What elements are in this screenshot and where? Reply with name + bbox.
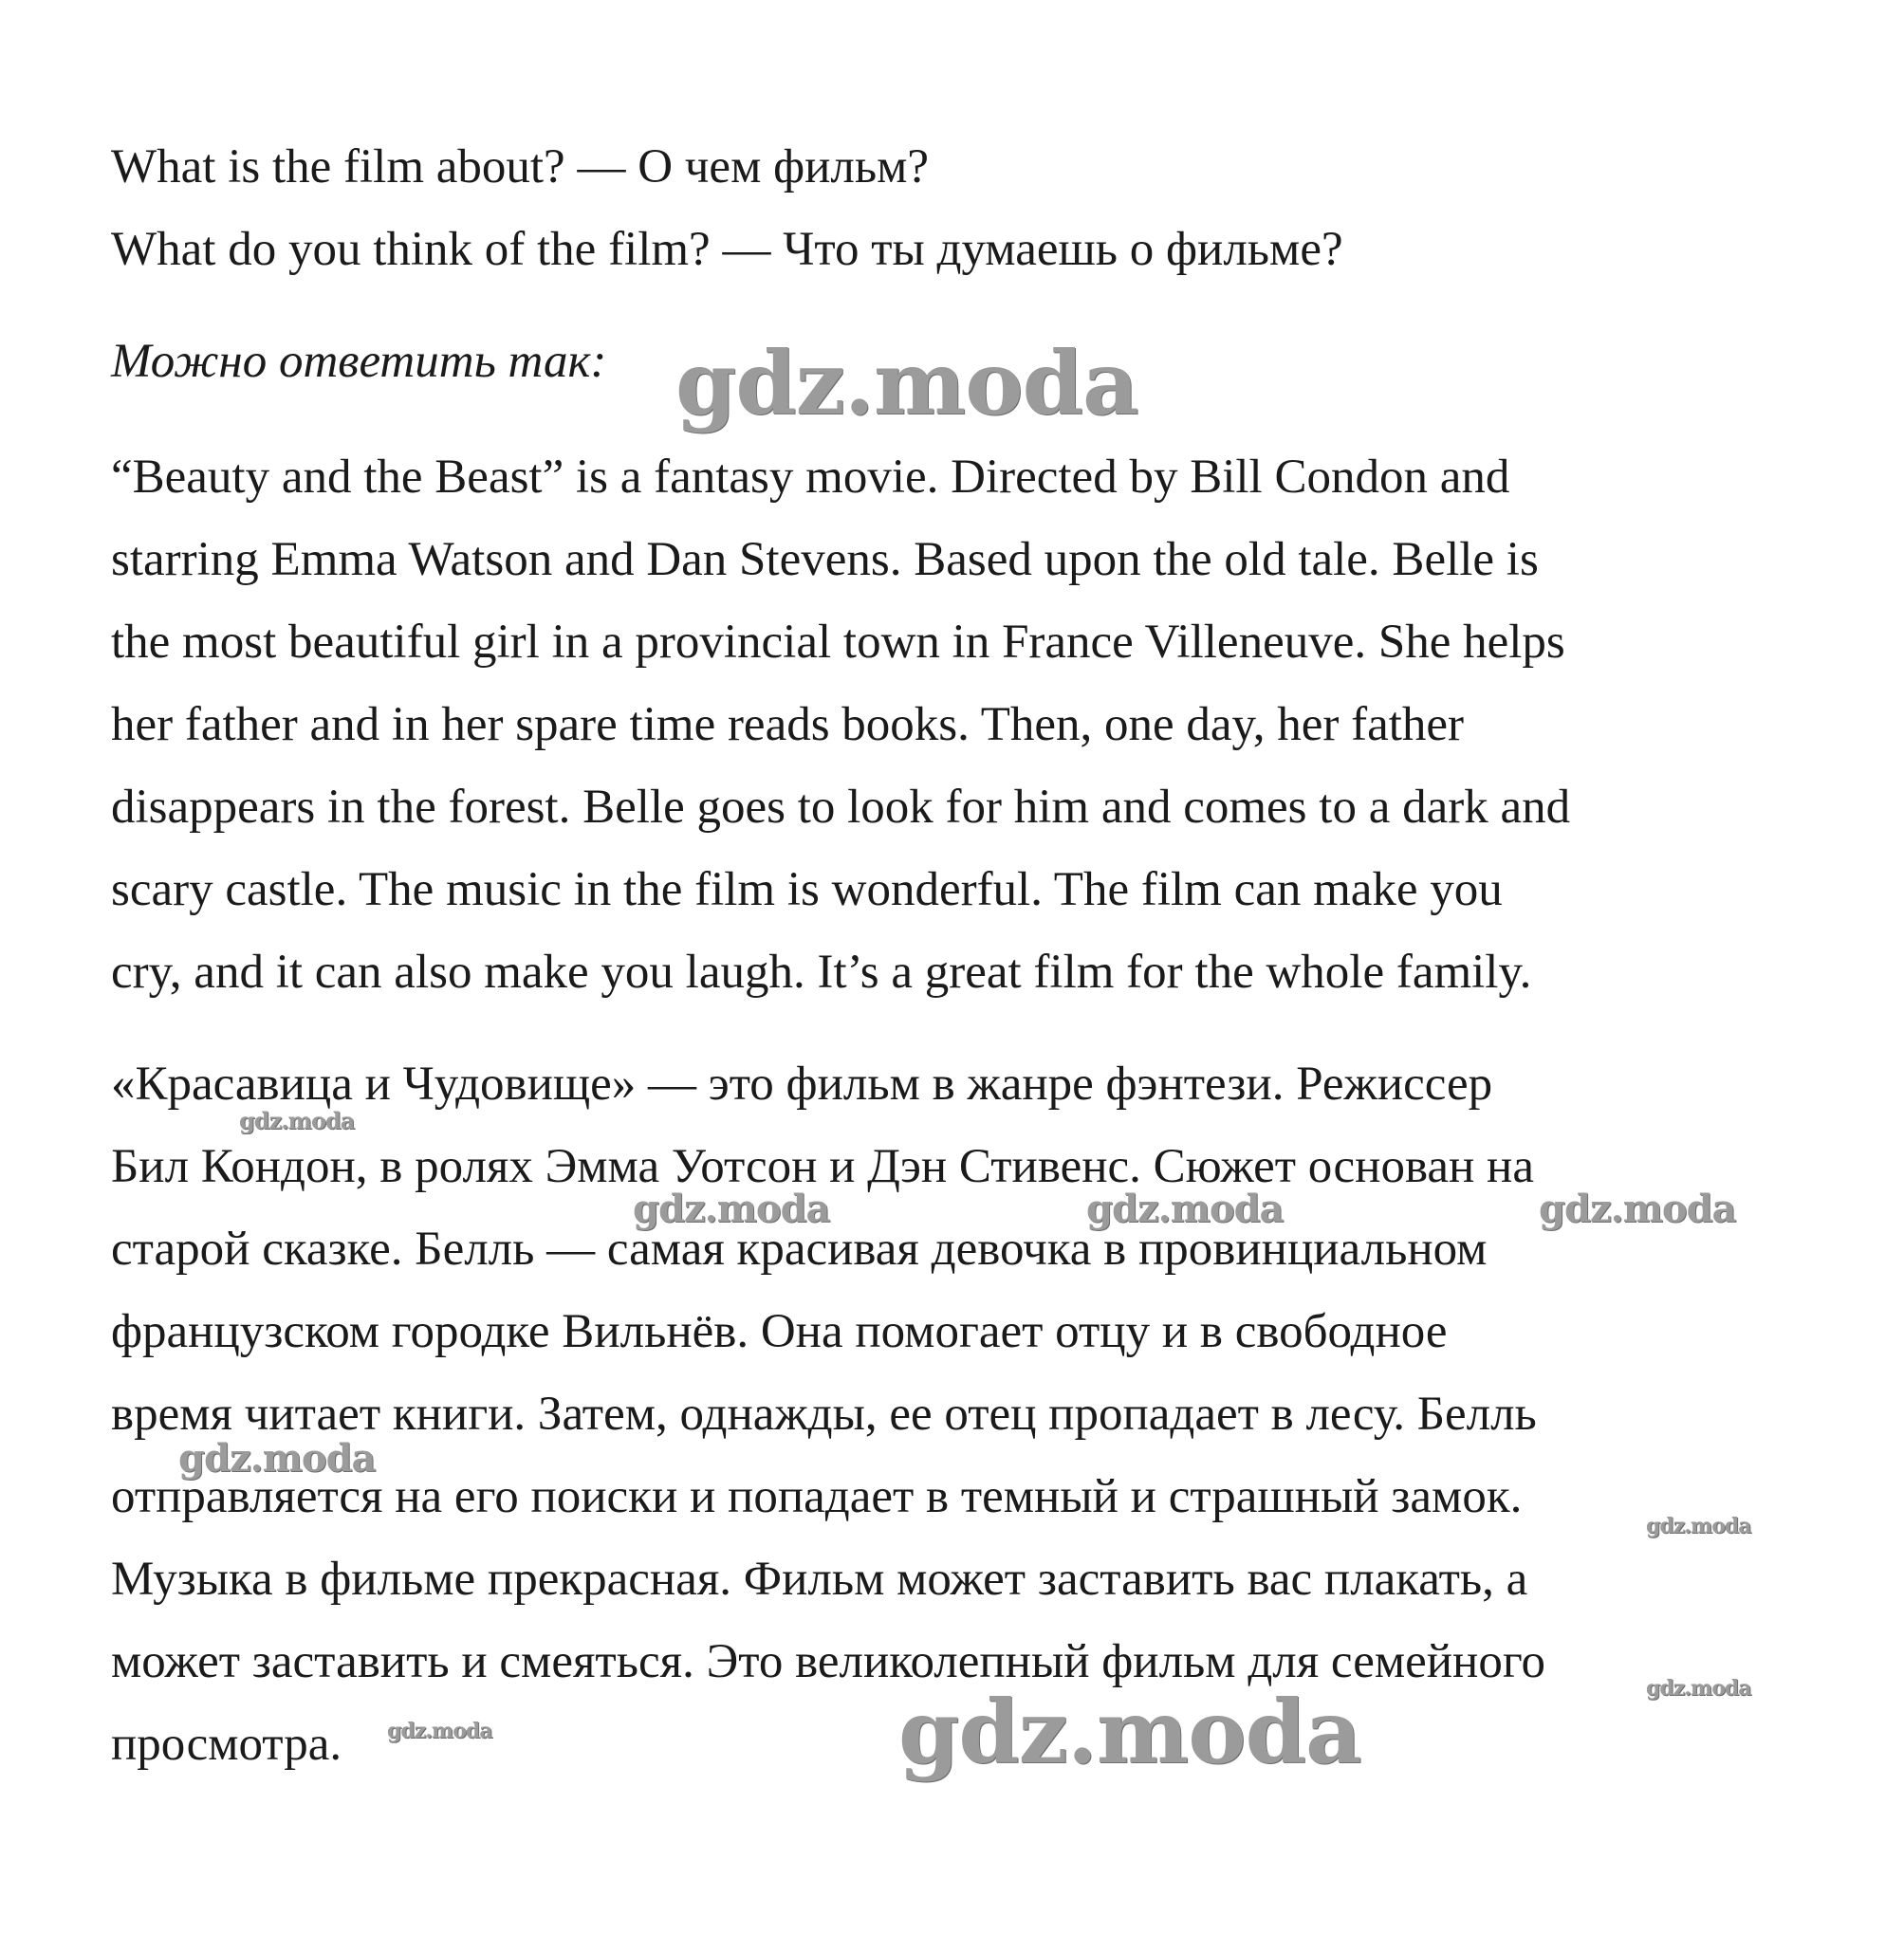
paragraph-line: disappears in the forest. Belle goes to look for him and comes to a dark and xyxy=(111,781,1571,834)
phrase-list xyxy=(111,126,1800,291)
watermark: gdz.moda xyxy=(898,1681,1361,1783)
english-paragraph xyxy=(111,436,1800,1014)
watermark: gdz.moda xyxy=(178,1436,376,1481)
watermark: gdz.moda xyxy=(387,1719,492,1743)
paragraph-line: старой сказке. Белль — самая красивая девочка в провинциальном xyxy=(111,1223,1488,1276)
phrase-line: What do you think of the film? — Что ты думаешь о фильме? xyxy=(111,223,1343,276)
watermark: gdz.moda xyxy=(1086,1187,1284,1231)
watermark: gdz.moda xyxy=(633,1187,830,1231)
watermark: gdz.moda xyxy=(239,1107,355,1134)
paragraph-line: французском городке Вильнёв. Она помогает отцу и в свободное xyxy=(111,1305,1448,1358)
watermark: gdz.moda xyxy=(1539,1187,1736,1231)
watermark: gdz.moda xyxy=(1646,1676,1751,1701)
paragraph-line: Бил Кондон, в ролях Эмма Уотсон и Дэн Стивенс. Сюжет основан на xyxy=(111,1140,1534,1193)
paragraph-line: starring Emma Watson and Dan Stevens. Based upon the old tale. Belle is xyxy=(111,533,1539,586)
paragraph-line: cry, and it can also make you laugh. It’s a great film for the whole family. xyxy=(111,946,1532,999)
paragraph-line: время читает книги. Затем, однажды, ее отец пропадает в лесу. Белль xyxy=(111,1388,1537,1441)
watermark: gdz.moda xyxy=(675,332,1138,434)
paragraph-line: «Красавица и Чудовище» — это фильм в жанре фэнтези. Режиссер xyxy=(111,1058,1493,1111)
paragraph-line: просмотра. xyxy=(111,1718,342,1771)
paragraph-line: Музыка в фильме прекрасная. Фильм может заставить вас плакать, а xyxy=(111,1553,1528,1606)
watermark: gdz.moda xyxy=(1646,1514,1751,1538)
phrase-line: What is the film about? — О чем фильм? xyxy=(111,140,930,193)
paragraph-line: может заставить и смеяться. Это великолепный фильм для семейного xyxy=(111,1635,1545,1688)
russian-paragraph xyxy=(111,1043,1800,1786)
paragraph-line: “Beauty and the Beast” is a fantasy movie. Directed by Bill Condon and xyxy=(111,451,1510,504)
paragraph-line: scary castle. The music in the film is wonderful. The film can make you xyxy=(111,863,1503,916)
answer-intro: Можно ответить так: xyxy=(111,335,607,388)
paragraph-line: her father and in her spare time reads books. Then, one day, her father xyxy=(111,698,1465,751)
paragraph-line: the most beautiful girl in a provincial town in France Villeneuve. She helps xyxy=(111,616,1565,669)
paragraph-line: отправляется на его поиски и попадает в темный и страшный замок. xyxy=(111,1470,1523,1523)
